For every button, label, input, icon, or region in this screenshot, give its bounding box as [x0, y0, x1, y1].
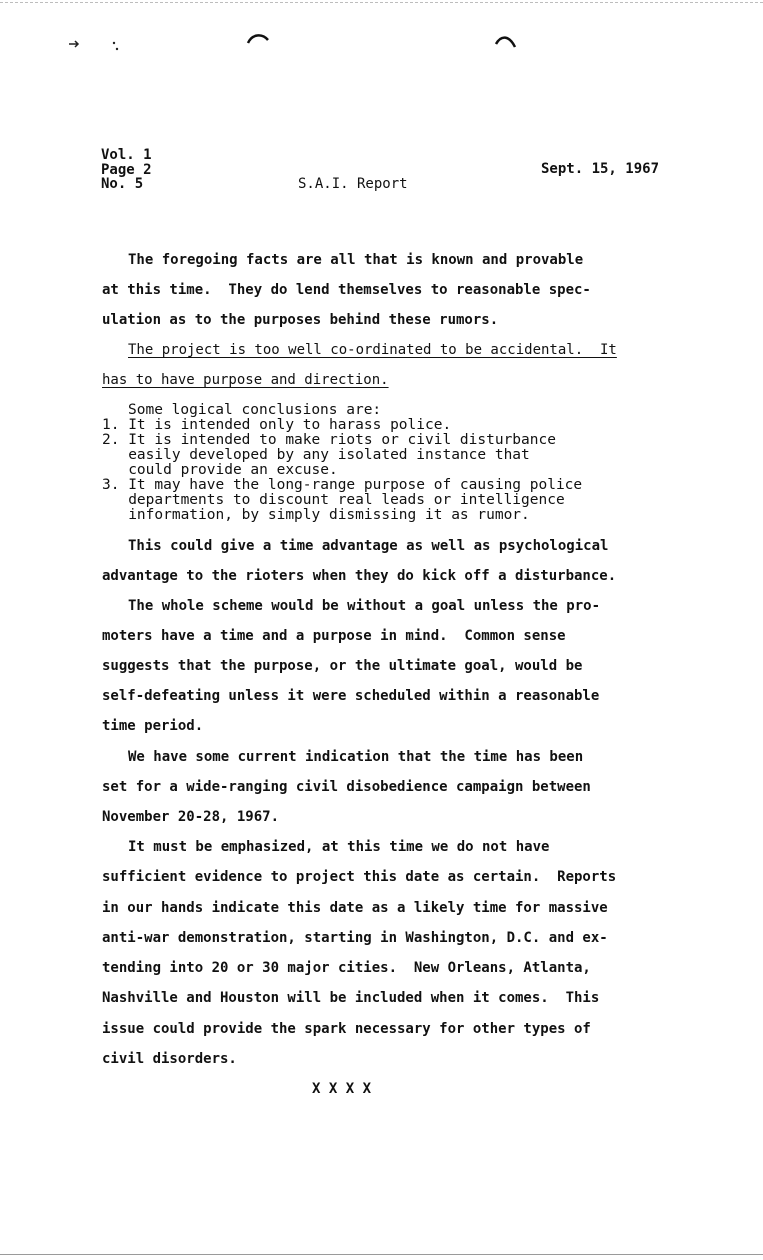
list-intro: Some logical conclusions are: [128, 402, 382, 418]
paragraph-line: in our hands indicate this date as a likely time for massive [102, 900, 608, 916]
list-item: 2. It is intended to make riots or civil disturbance [102, 432, 556, 448]
underlined-statement-line: The project is too well co-ordinated to be accidental. It [128, 342, 617, 358]
scan-mark-arrow [68, 40, 80, 48]
report-title: S.A.I. Report [298, 176, 408, 192]
paragraph-line: The whole scheme would be without a goal unless the pro- [128, 598, 601, 614]
bottom-scan-edge [0, 1254, 763, 1255]
underlined-statement-line: has to have purpose and direction. [102, 372, 389, 388]
list-item: 1. It is intended only to harass police. [102, 417, 452, 433]
paragraph-line: civil disorders. [102, 1051, 237, 1067]
list-item: 3. It may have the long-range purpose of causing police [102, 477, 583, 493]
paragraph-line: ulation as to the purposes behind these rumors. [102, 312, 499, 328]
paragraph-line: tending into 20 or 30 major cities. New Orleans, Atlanta, [102, 960, 591, 976]
report-date: Sept. 15, 1967 [541, 161, 660, 177]
paragraph-line: self-defeating unless it were scheduled within a reasonable [102, 688, 600, 704]
staple-mark-left [246, 32, 270, 46]
paragraph-line: time period. [102, 718, 204, 734]
paragraph-line: advantage to the rioters when they do kick off a disturbance. [102, 568, 617, 584]
paragraph-line: November 20-28, 1967. [102, 809, 280, 825]
paragraph-line: suggests that the purpose, or the ultimate goal, would be [102, 658, 583, 674]
paragraph-line: We have some current indication that the time has been [128, 749, 584, 765]
list-item-continuation: could provide an excuse. [102, 462, 338, 478]
paragraph-line: anti-war demonstration, starting in Washington, D.C. and ex- [102, 930, 608, 946]
issue-number-label: No. 5 [101, 176, 144, 192]
paragraph-line: This could give a time advantage as well as psychological [128, 538, 609, 554]
paragraph-line: It must be emphasized, at this time we do not have [128, 839, 550, 855]
top-scan-edge [0, 2, 763, 3]
paragraph-line: at this time. They do lend themselves to reasonable spec- [102, 282, 591, 298]
paragraph-line: Nashville and Houston will be included when it comes. This [102, 990, 600, 1006]
scan-mark-dots [112, 40, 120, 52]
paragraph-line: set for a wide-ranging civil disobedience campaign between [102, 779, 591, 795]
end-of-report-mark: X X X X [312, 1081, 372, 1097]
paragraph-line: issue could provide the spark necessary for other types of [102, 1021, 591, 1037]
page-label: Page 2 [101, 162, 152, 178]
staple-mark-right [494, 34, 518, 50]
list-item-continuation: departments to discount real leads or intelligence [102, 492, 565, 508]
paragraph-line: sufficient evidence to project this date as certain. Reports [102, 869, 617, 885]
list-item-continuation: information, by simply dismissing it as rumor. [102, 507, 530, 523]
list-item-continuation: easily developed by any isolated instance that [102, 447, 530, 463]
paragraph-line: The foregoing facts are all that is known and provable [128, 252, 584, 268]
paragraph-line: moters have a time and a purpose in mind. Common sense [102, 628, 566, 644]
volume-label: Vol. 1 [101, 147, 152, 163]
